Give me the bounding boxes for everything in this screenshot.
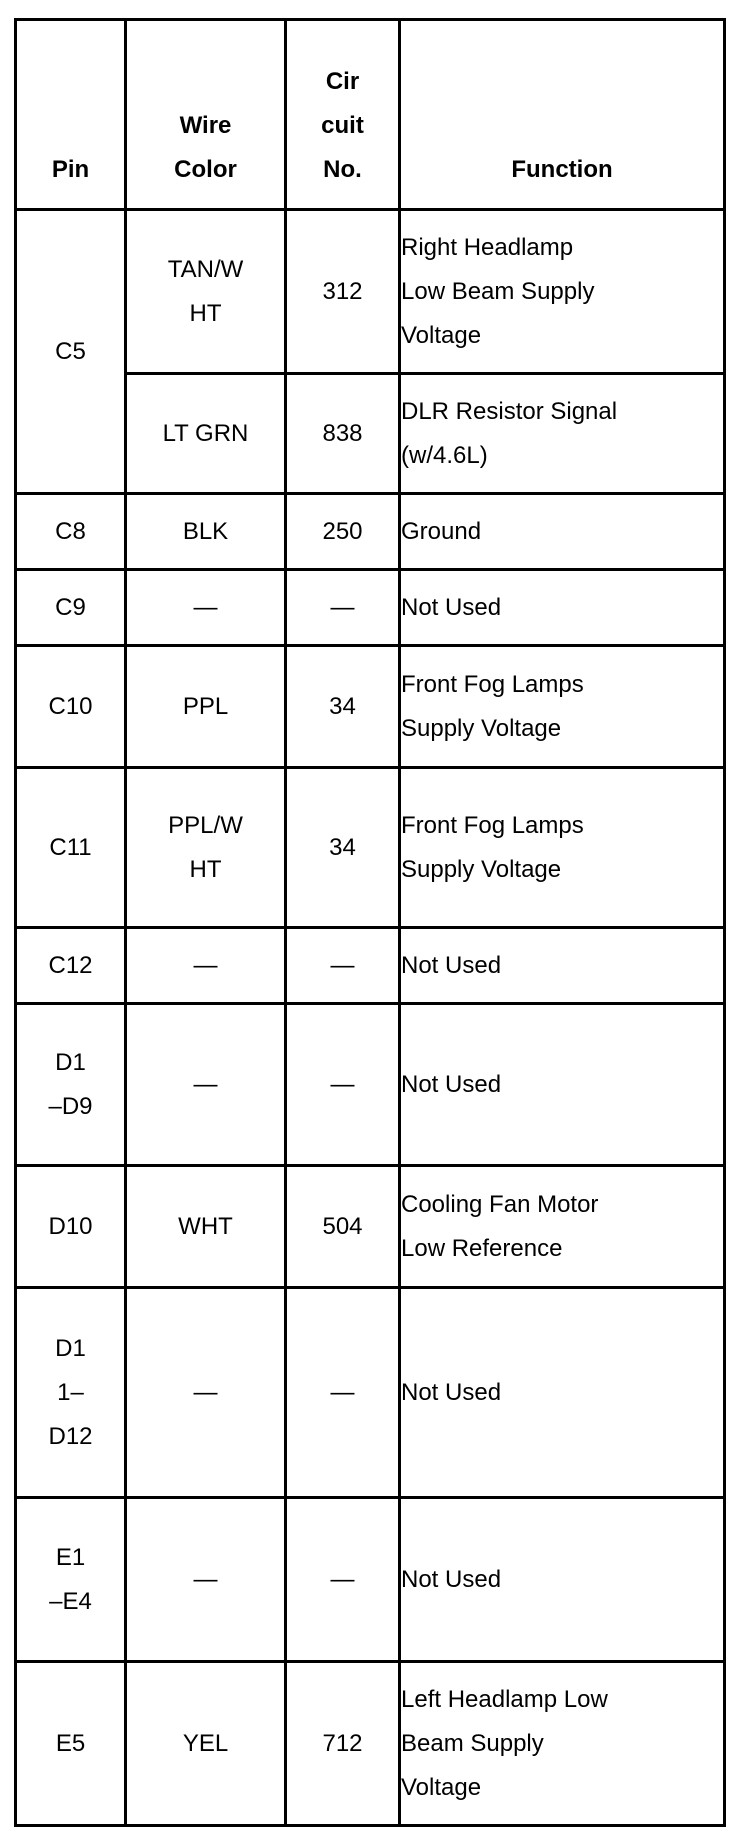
pin-cell: C10 bbox=[16, 646, 126, 768]
table-row bbox=[16, 928, 725, 1004]
header-row bbox=[16, 20, 725, 210]
wire-color-cell: TAN/W HT bbox=[126, 210, 286, 374]
table-row bbox=[16, 1288, 725, 1498]
function-cell: Ground bbox=[400, 494, 725, 570]
function-cell: Left Headlamp Low Beam Supply Voltage bbox=[400, 1662, 725, 1826]
pin-cell: E5 bbox=[16, 1662, 126, 1826]
wire-color-cell: PPL/W HT bbox=[126, 768, 286, 928]
function-cell: Cooling Fan Motor Low Reference bbox=[400, 1166, 725, 1288]
circuit-cell: — bbox=[286, 1004, 400, 1166]
wire-color-cell: PPL bbox=[126, 646, 286, 768]
function-cell: Front Fog Lamps Supply Voltage bbox=[400, 768, 725, 928]
function-cell: Not Used bbox=[400, 1498, 725, 1662]
function-cell: DLR Resistor Signal (w/4.6L) bbox=[400, 374, 725, 494]
function-cell: Not Used bbox=[400, 570, 725, 646]
circuit-cell: — bbox=[286, 928, 400, 1004]
circuit-cell: — bbox=[286, 570, 400, 646]
circuit-cell: 34 bbox=[286, 768, 400, 928]
wire-color-cell: — bbox=[126, 1498, 286, 1662]
header-function: Function bbox=[400, 20, 725, 210]
pin-cell: C8 bbox=[16, 494, 126, 570]
circuit-cell: — bbox=[286, 1498, 400, 1662]
table-row bbox=[16, 494, 725, 570]
wire-color-cell: — bbox=[126, 1288, 286, 1498]
circuit-cell: 34 bbox=[286, 646, 400, 768]
circuit-cell: 712 bbox=[286, 1662, 400, 1826]
wire-color-cell: WHT bbox=[126, 1166, 286, 1288]
circuit-cell: 250 bbox=[286, 494, 400, 570]
table-row bbox=[16, 1498, 725, 1662]
function-cell: Not Used bbox=[400, 1004, 725, 1166]
wire-color-cell: LT GRN bbox=[126, 374, 286, 494]
function-cell: Not Used bbox=[400, 1288, 725, 1498]
wire-color-cell: BLK bbox=[126, 494, 286, 570]
table-row bbox=[16, 1004, 725, 1166]
pin-cell: E1 –E4 bbox=[16, 1498, 126, 1662]
circuit-cell: — bbox=[286, 1288, 400, 1498]
pin-cell: C5 bbox=[16, 210, 126, 494]
table-row bbox=[16, 646, 725, 768]
wire-color-cell: — bbox=[126, 928, 286, 1004]
table-row bbox=[16, 1166, 725, 1288]
circuit-cell: 312 bbox=[286, 210, 400, 374]
table-row bbox=[16, 1662, 725, 1826]
table-row bbox=[16, 570, 725, 646]
pin-cell: C11 bbox=[16, 768, 126, 928]
wire-color-cell: — bbox=[126, 1004, 286, 1166]
function-cell: Right Headlamp Low Beam Supply Voltage bbox=[400, 210, 725, 374]
table-row bbox=[16, 210, 725, 374]
wire-color-cell: YEL bbox=[126, 1662, 286, 1826]
header-wire-color: Wire Color bbox=[126, 20, 286, 210]
header-circuit-no: Cir cuit No. bbox=[286, 20, 400, 210]
pin-cell: C9 bbox=[16, 570, 126, 646]
pin-cell: D1 1– D12 bbox=[16, 1288, 126, 1498]
table-row bbox=[16, 768, 725, 928]
pin-cell: D10 bbox=[16, 1166, 126, 1288]
header-pin: Pin bbox=[16, 20, 126, 210]
function-cell: Front Fog Lamps Supply Voltage bbox=[400, 646, 725, 768]
wire-color-cell: — bbox=[126, 570, 286, 646]
function-cell: Not Used bbox=[400, 928, 725, 1004]
circuit-cell: 504 bbox=[286, 1166, 400, 1288]
pin-cell: C12 bbox=[16, 928, 126, 1004]
connector-pinout-table bbox=[14, 18, 726, 1827]
circuit-cell: 838 bbox=[286, 374, 400, 494]
pin-cell: D1 –D9 bbox=[16, 1004, 126, 1166]
